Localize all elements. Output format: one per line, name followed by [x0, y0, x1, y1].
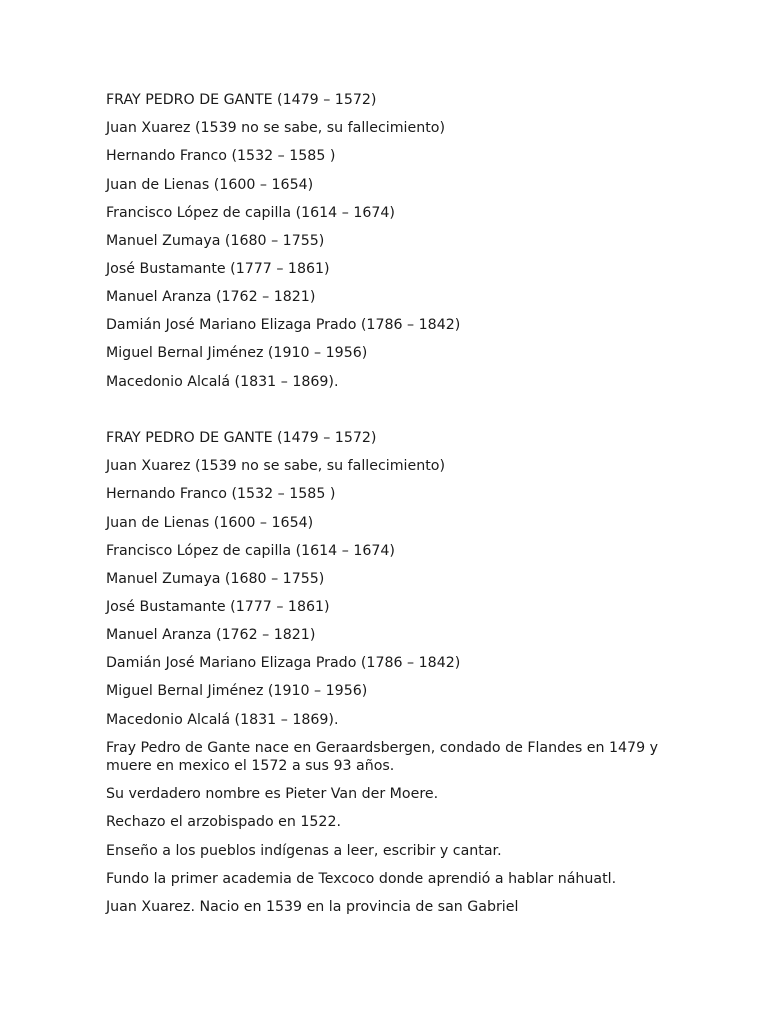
list1-item: Juan Xuarez (1539 no se sabe, su fallecimiento) — [106, 120, 445, 136]
list2-item: FRAY PEDRO DE GANTE (1479 – 1572) — [106, 430, 377, 446]
list1-item: Francisco López de capilla (1614 – 1674) — [106, 205, 395, 221]
list2-item: Francisco López de capilla (1614 – 1674) — [106, 543, 395, 559]
list2-item: Manuel Zumaya (1680 – 1755) — [106, 571, 325, 587]
list2-item: Juan de Lienas (1600 – 1654) — [106, 515, 314, 531]
paragraph: Fray Pedro de Gante nace en Geraardsbergen, condado de Flandes en 1479 y muere en mexico el 1572 a sus 93 años. — [106, 740, 659, 774]
list1-item: Juan de Lienas (1600 – 1654) — [106, 177, 314, 193]
paragraph: Rechazo el arzobispado en 1522. — [106, 814, 341, 830]
list2-item: Damián José Mariano Elizaga Prado (1786 – 1842) — [106, 655, 461, 671]
paragraph: Su verdadero nombre es Pieter Van der Moere. — [106, 786, 439, 802]
list1-item: Hernando Franco (1532 – 1585 ) — [106, 148, 336, 164]
list1-item: José Bustamante (1777 – 1861) — [106, 261, 330, 277]
list1-item: FRAY PEDRO DE GANTE (1479 – 1572) — [106, 92, 377, 108]
paragraph: Enseño a los pueblos indígenas a leer, escribir y cantar. — [106, 843, 502, 859]
list2-item: Macedonio Alcalá (1831 – 1869). — [106, 712, 339, 728]
list2-item: Miguel Bernal Jiménez (1910 – 1956) — [106, 683, 368, 699]
list1-item: Macedonio Alcalá (1831 – 1869). — [106, 374, 339, 390]
list2-item: Manuel Aranza (1762 – 1821) — [106, 627, 316, 643]
list1-item: Manuel Zumaya (1680 – 1755) — [106, 233, 325, 249]
list2-item: Hernando Franco (1532 – 1585 ) — [106, 486, 336, 502]
list1-item: Manuel Aranza (1762 – 1821) — [106, 289, 316, 305]
list2-item: Juan Xuarez (1539 no se sabe, su fallecimiento) — [106, 458, 445, 474]
paragraph: Juan Xuarez. Nacio en 1539 en la provincia de san Gabriel — [106, 899, 519, 915]
paragraph: Fundo la primer academia de Texcoco donde aprendió a hablar náhuatl. — [106, 871, 617, 887]
list2-item: José Bustamante (1777 – 1861) — [106, 599, 330, 615]
list1-item: Damián José Mariano Elizaga Prado (1786 – 1842) — [106, 317, 461, 333]
list1-item: Miguel Bernal Jiménez (1910 – 1956) — [106, 345, 368, 361]
